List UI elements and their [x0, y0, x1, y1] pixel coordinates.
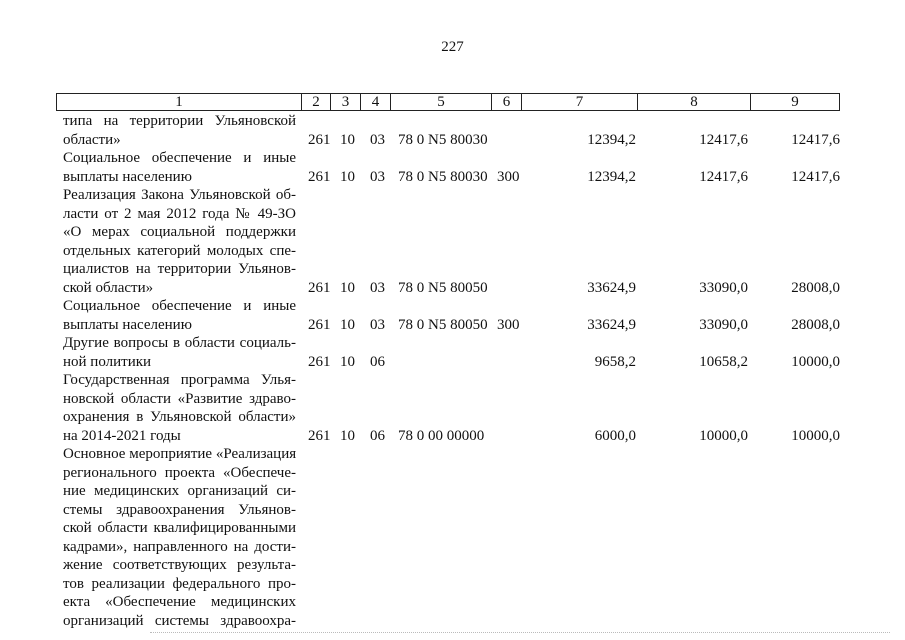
- row-col-8: 12417,6: [699, 131, 748, 148]
- description-line: жение соответствующих результа-: [63, 557, 296, 573]
- table-row: [0, 445, 905, 630]
- description-line: ской области»: [63, 279, 154, 296]
- table-body: [0, 112, 905, 630]
- description-line: Государственная программа Улья-: [63, 372, 296, 388]
- description-line: ние медицинских организаций си-: [63, 483, 296, 499]
- description-line: Основное мероприятие «Реализация: [63, 446, 297, 462]
- row-col-8: 12417,6: [699, 168, 748, 185]
- table-row: [0, 297, 905, 334]
- row-col-7: 6000,0: [594, 427, 636, 444]
- description-line: тов реализации федерального про-: [63, 575, 296, 592]
- table-row: [0, 112, 905, 149]
- row-col-5: 78 0 N5 80030: [398, 168, 488, 185]
- row-description: [63, 297, 296, 334]
- row-col-3: 10: [340, 427, 355, 444]
- row-col-7: 9658,2: [594, 353, 636, 370]
- header-col-9: 9: [791, 94, 799, 110]
- row-description: [63, 334, 296, 371]
- row-col-9: 12417,6: [791, 131, 840, 148]
- table-row: [0, 334, 905, 371]
- description-line: Другие вопросы в области социаль-: [63, 335, 296, 351]
- description-line: циалистов на территории Ульянов-: [63, 261, 296, 277]
- description-line: выплаты населению: [63, 316, 192, 333]
- description-line: области»: [63, 131, 121, 148]
- row-col-5: 78 0 N5 80050: [398, 279, 488, 296]
- description-line: Социальное обеспечение и иные: [63, 298, 296, 314]
- row-col-7: 33624,9: [587, 279, 636, 296]
- description-line: Реализация Закона Ульяновской об-: [63, 187, 296, 203]
- row-col-9: 28008,0: [791, 279, 840, 296]
- header-col-1: 1: [57, 94, 302, 110]
- description-line: екта «Обеспечение медицинских: [63, 594, 296, 610]
- row-col-2: 261: [308, 316, 331, 333]
- row-description: [63, 149, 296, 186]
- row-col-3: 10: [340, 316, 355, 333]
- row-col-9: 28008,0: [791, 316, 840, 333]
- row-col-4: 03: [370, 316, 385, 333]
- table-header: [56, 93, 840, 111]
- table-row: [0, 149, 905, 186]
- row-col-4: 06: [370, 353, 385, 370]
- row-col-7: 33624,9: [587, 316, 636, 333]
- row-col-9: 12417,6: [791, 168, 840, 185]
- description-line: ской области квалифицированными: [63, 520, 296, 536]
- description-line: отдельных категорий молодых спе-: [63, 242, 296, 259]
- header-col-2: 2: [302, 94, 331, 110]
- page-number: 227: [441, 39, 464, 55]
- row-col-6: 300: [497, 316, 520, 333]
- header-col-6: 6: [492, 94, 522, 110]
- row-col-4: 06: [370, 427, 385, 444]
- row-col-8: 33090,0: [699, 316, 748, 333]
- description-line: типа на территории Ульяновской: [63, 113, 296, 129]
- row-col-2: 261: [308, 427, 331, 444]
- row-col-8: 33090,0: [699, 279, 748, 296]
- row-col-2: 261: [308, 168, 331, 185]
- description-line: Социальное обеспечение и иные: [63, 150, 296, 166]
- row-col-6: 300: [497, 168, 520, 185]
- description-line: стемы здравоохранения Ульянов-: [63, 501, 296, 518]
- row-col-3: 10: [340, 168, 355, 185]
- scan-artifact-line: [150, 632, 890, 635]
- row-col-3: 10: [340, 279, 355, 296]
- description-line: кадрами», направленного на дости-: [63, 538, 296, 555]
- header-col-7: 7: [522, 94, 638, 110]
- row-col-5: 78 0 N5 80050: [398, 316, 488, 333]
- table-row: [0, 371, 905, 445]
- row-description: [63, 445, 296, 630]
- row-col-4: 03: [370, 279, 385, 296]
- row-col-9: 10000,0: [791, 353, 840, 370]
- header-col-5: 5: [391, 94, 492, 110]
- description-line: регионального проекта «Обеспече-: [63, 464, 296, 481]
- description-line: «О мерах социальной поддержки: [63, 224, 296, 240]
- row-col-2: 261: [308, 279, 331, 296]
- row-col-2: 261: [308, 353, 331, 370]
- row-col-4: 03: [370, 168, 385, 185]
- row-col-7: 12394,2: [587, 168, 636, 185]
- row-description: [63, 371, 296, 445]
- header-col-3: 3: [331, 94, 361, 110]
- row-description: [63, 112, 296, 149]
- row-col-8: 10000,0: [699, 427, 748, 444]
- row-col-4: 03: [370, 131, 385, 148]
- description-line: организаций системы здравоохра-: [63, 612, 296, 629]
- description-line: на 2014-2021 годы: [63, 427, 181, 444]
- row-col-5: 78 0 N5 80030: [398, 131, 488, 148]
- row-col-5: 78 0 00 00000: [398, 427, 485, 444]
- row-col-2: 261: [308, 131, 331, 148]
- description-line: ласти от 2 мая 2012 года № 49-ЗО: [63, 205, 296, 222]
- row-col-7: 12394,2: [587, 131, 636, 148]
- description-line: выплаты населению: [63, 168, 192, 185]
- header-col-8: 8: [638, 94, 751, 110]
- table-row: [0, 186, 905, 297]
- description-line: новской области «Развитие здраво-: [63, 390, 296, 407]
- row-col-8: 10658,2: [699, 353, 748, 370]
- row-col-3: 10: [340, 353, 355, 370]
- row-col-9: 10000,0: [791, 427, 840, 444]
- description-line: охранения в Ульяновской области»: [63, 409, 296, 425]
- description-line: ной политики: [63, 353, 152, 370]
- header-col-4: 4: [361, 94, 391, 110]
- row-description: [63, 186, 296, 297]
- row-col-3: 10: [340, 131, 355, 148]
